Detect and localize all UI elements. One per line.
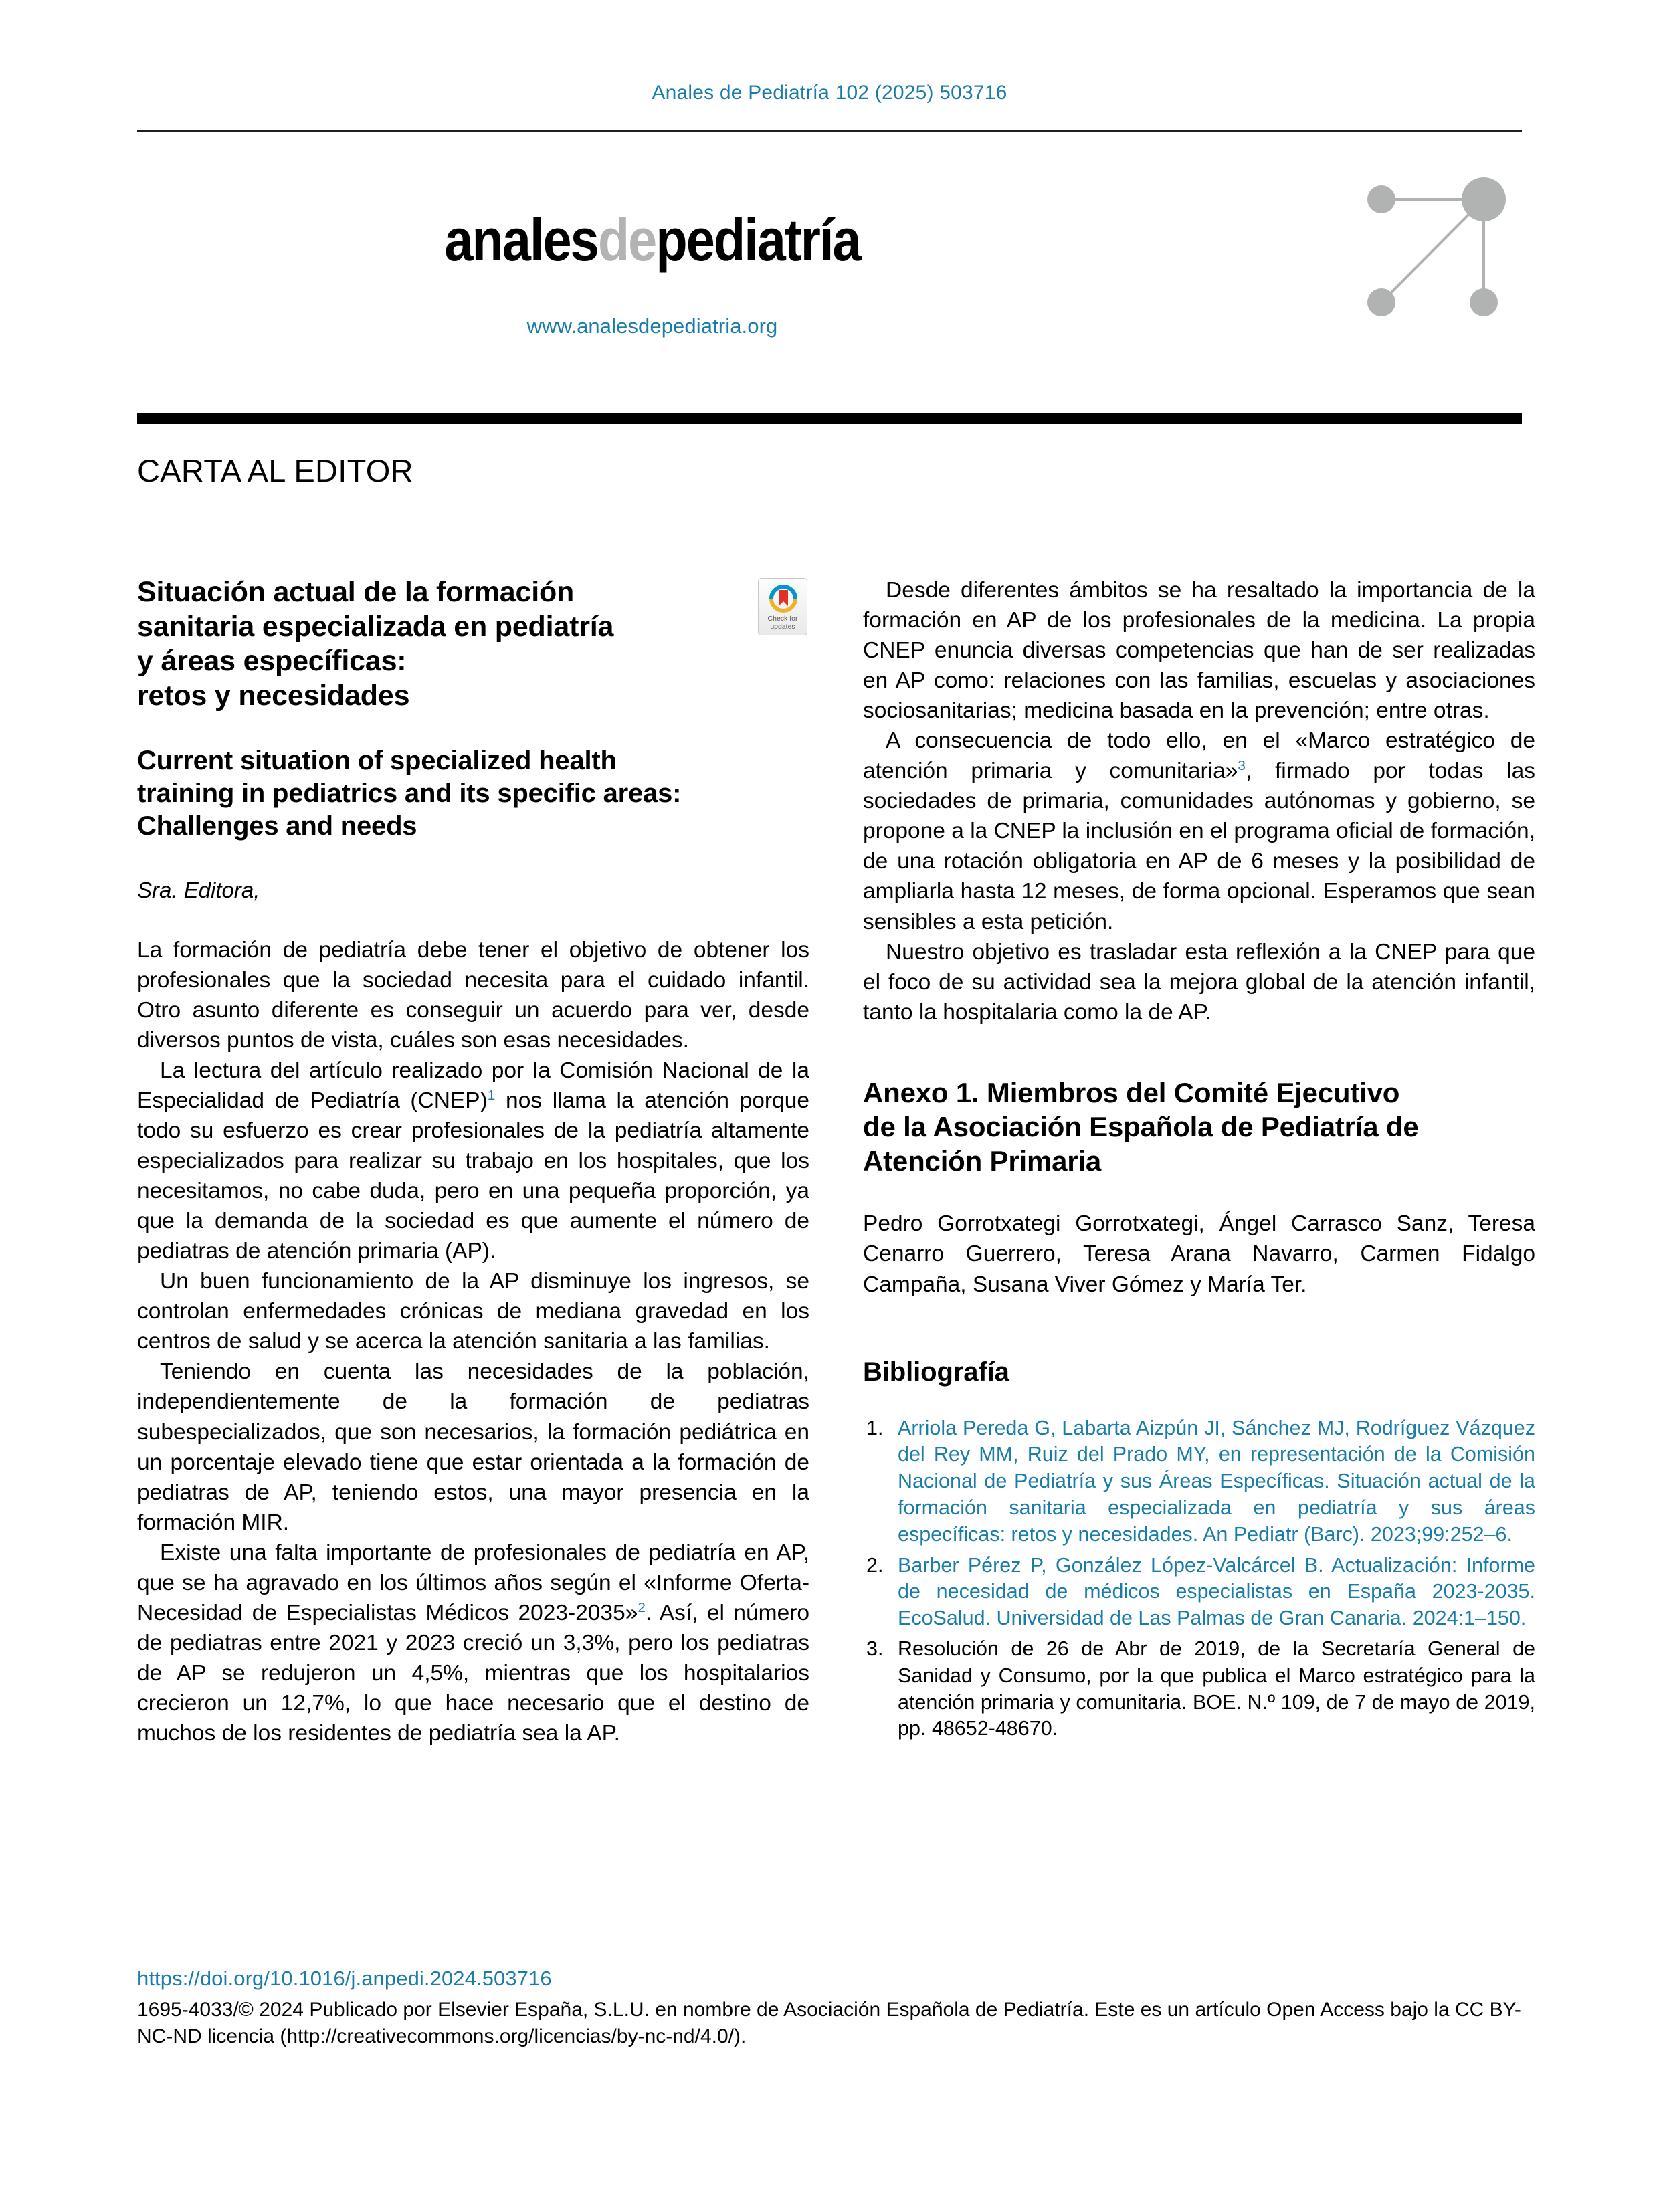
anexo-heading-line-1: Anexo 1. Miembros del Comité Ejecutivo bbox=[863, 1076, 1400, 1108]
body-paragraph-2-part-b: nos llama la atención porque todo su esfuerzo es crear profesionales de la pediatría altamente especializados para realizar su trabajo en los hospitales, que los necesitamos, no cabe duda, pero en una pequeña proporción, ya que la demanda de la sociedad es que aumente el número de pediatras de atención primaria (AP). bbox=[137, 1088, 809, 1264]
body-paragraph-5-part-a: Existe una falta importante de profesionales de pediatría en AP, que se ha agravado en los últimos años según el «Informe Oferta-Necesidad de Especialistas Médicos 2023-2035» bbox=[137, 1540, 809, 1625]
bibliography-item: Resolución de 26 de Abr de 2019, de la Secretaría General de Sanidad y Consumo, por la que publica el Marco estratégico para la atención primaria y comunitaria. BOE. N.º 109, de 7 de mayo de 2019, pp. 48652-48670. bbox=[898, 1637, 1535, 1740]
title-es-line-2: sanitaria especializada en pediatría bbox=[137, 610, 614, 643]
header-rule-thin bbox=[137, 130, 1522, 132]
title-es-line-3: y áreas específicas: bbox=[137, 645, 407, 678]
network-nodes-icon bbox=[1328, 161, 1522, 341]
body-paragraph-7-part-a: A consecuencia de todo ello, en el «Marco estratégico de atención primaria y comunitaria» bbox=[863, 728, 1535, 784]
reference-marker-1[interactable]: 1 bbox=[487, 1087, 496, 1103]
left-column bbox=[137, 575, 809, 1748]
body-paragraph-2-part-a: La lectura del artículo realizado por la Comisión Nacional de la Especialidad de Pediatría (CNEP) bbox=[137, 1058, 809, 1113]
doi-link[interactable]: https://doi.org/10.1016/j.anpedi.2024.503716 bbox=[137, 1967, 552, 1990]
title-es-line-4: retos y necesidades bbox=[137, 679, 410, 712]
journal-masthead bbox=[137, 154, 1522, 391]
title-en-line-2: training in pediatrics and its specific areas: bbox=[137, 779, 682, 809]
salutation: Sra. Editora, bbox=[137, 877, 260, 902]
body-paragraph-5 bbox=[137, 1538, 809, 1748]
anexo-heading-line-2: de la Asociación Española de Pediatría de bbox=[863, 1110, 1419, 1142]
title-es-line-1: Situación actual de la formación bbox=[137, 576, 575, 608]
body-paragraph-6: Desde diferentes ámbitos se ha resaltado la importancia de la formación en AP de los profesionales de la medicina. La propia CNEP enuncia diversas competencias que han de ser realizadas en AP como: relaciones con las familias, escuelas y asociaciones sociosanitarias; medicina basada en la prevención; entre otras. bbox=[863, 578, 1535, 724]
title-en-line-3: Challenges and needs bbox=[137, 811, 417, 841]
body-paragraph-7 bbox=[863, 726, 1535, 936]
copyright-text-a: 1695-4033/© 2024 Publicado por Elsevier España, S.L.U. en nombre de Asociación Española de Pediatría. Este es un artículo Open Access bajo la CC BY-NC-ND licencia ( bbox=[137, 1998, 1521, 2048]
header-rule-thick bbox=[137, 413, 1522, 424]
journal-website-link[interactable]: www.analesdepediatria.org bbox=[526, 314, 778, 338]
body-paragraph-3: Un buen funcionamiento de la AP disminuye los ingresos, se controlan enfermedades crónicas de mediana gravedad en los centros de salud y se acerca la atención sanitaria a las familias. bbox=[137, 1269, 809, 1354]
reference-marker-2[interactable]: 2 bbox=[638, 1599, 646, 1615]
body-paragraph-1: La formación de pediatría debe tener el objetivo de obtener los profesionales que la sociedad necesita para el cuidado infantil. Otro asunto diferente es conseguir un acuerdo para ver, desde diversos puntos de vista, cuáles son esas necesidades. bbox=[137, 937, 809, 1053]
anexo-authors-list: Pedro Gorrotxategi Gorrotxategi, Ángel Carrasco Sanz, Teresa Cenarro Guerrero, Teresa Arana Navarro, Carmen Fidalgo Campaña, Susana Viver Gómez y María Ter. bbox=[863, 1211, 1535, 1297]
copyright-notice bbox=[137, 1997, 1522, 2051]
bibliography-item[interactable]: Barber Pérez P, González López-Valcárcel B. Actualización: Informe de necesidad de médicos especialistas en España 2023-2035. EcoSalud. Universidad de Las Palmas de Gran Canaria. 2024:1–150. bbox=[898, 1553, 1535, 1630]
body-paragraph-5-part-b: . Así, el número de pediatras entre 2021 y 2023 creció un 3,3%, pero los pediatras de AP se redujeron un 4,5%, mientras que los hospitalarios crecieron un 12,7%, lo que hace necesario que el destino de muchos de los residentes de pediatría sea la AP. bbox=[137, 1600, 809, 1746]
journal-logo-part3: pediatría bbox=[656, 207, 860, 273]
section-kicker: CARTA AL EDITOR bbox=[137, 453, 413, 488]
bibliography-heading: Bibliografía bbox=[863, 1356, 1009, 1387]
crossmark-label-line1: Check for bbox=[767, 615, 798, 623]
anexo-heading bbox=[863, 1076, 1535, 1179]
running-head: Anales de Pediatría 102 (2025) 503716 bbox=[652, 82, 1007, 104]
article-title-spanish bbox=[137, 575, 726, 713]
body-paragraph-8: Nuestro objetivo es trasladar esta reflexión a la CNEP para que el foco de su actividad sea la mejora global de la atención infantil, tanto la hospitalaria como la de AP. bbox=[863, 939, 1535, 1025]
license-link[interactable]: http://creativecommons.org/licencias/by-nc-nd/4.0/ bbox=[286, 2025, 734, 2048]
body-paragraph-7-part-b: , firmado por todas las sociedades de primaria, comunidades autónomas y gobierno, se propone a la CNEP la inclusión en el programa oficial de formación, de una rotación obligatoria en AP de 6 meses y la posibilidad de ampliarla hasta 12 meses, de forma opcional. Esperamos que sean sensibles a esta petición. bbox=[863, 759, 1535, 934]
right-column bbox=[863, 575, 1535, 1746]
body-paragraph-2 bbox=[137, 1055, 809, 1266]
copyright-text-b: ). bbox=[734, 2025, 747, 2048]
title-en-line-1: Current situation of specialized health bbox=[137, 746, 617, 776]
journal-logo-part1: anales bbox=[444, 207, 598, 273]
body-paragraph-4: Teniendo en cuenta las necesidades de la población, independientemente de la formación de pediatras subespecializados, que son necesarios, la formación pediátrica en un porcentaje elevado tiene que estar orientada a la formación de pediatras de AP, teniendo estos, una mayor presencia en la formación MIR. bbox=[137, 1359, 809, 1535]
journal-logo bbox=[199, 207, 1105, 273]
bibliography-item[interactable]: Arriola Pereda G, Labarta Aizpún JI, Sánchez MJ, Rodríguez Vázquez del Rey MM, Ruiz del Prado MY, en representación de la Comisión Nacional de Pediatría y sus Áreas Específicas. Situación actual de la formación sanitaria especializada en pediatría y sus áreas específicas: retos y necesidades. An Pediatr (Barc). 2023;99:252–6. bbox=[898, 1416, 1535, 1546]
page-footer bbox=[137, 1965, 1522, 2051]
article-title-english bbox=[137, 744, 766, 842]
journal-logo-part2: de bbox=[597, 207, 656, 273]
bibliography-list bbox=[863, 1415, 1535, 1743]
crossmark-label-line2: updates bbox=[770, 622, 795, 631]
anexo-heading-line-3: Atención Primaria bbox=[863, 1145, 1102, 1177]
reference-marker-3[interactable]: 3 bbox=[1238, 758, 1246, 774]
